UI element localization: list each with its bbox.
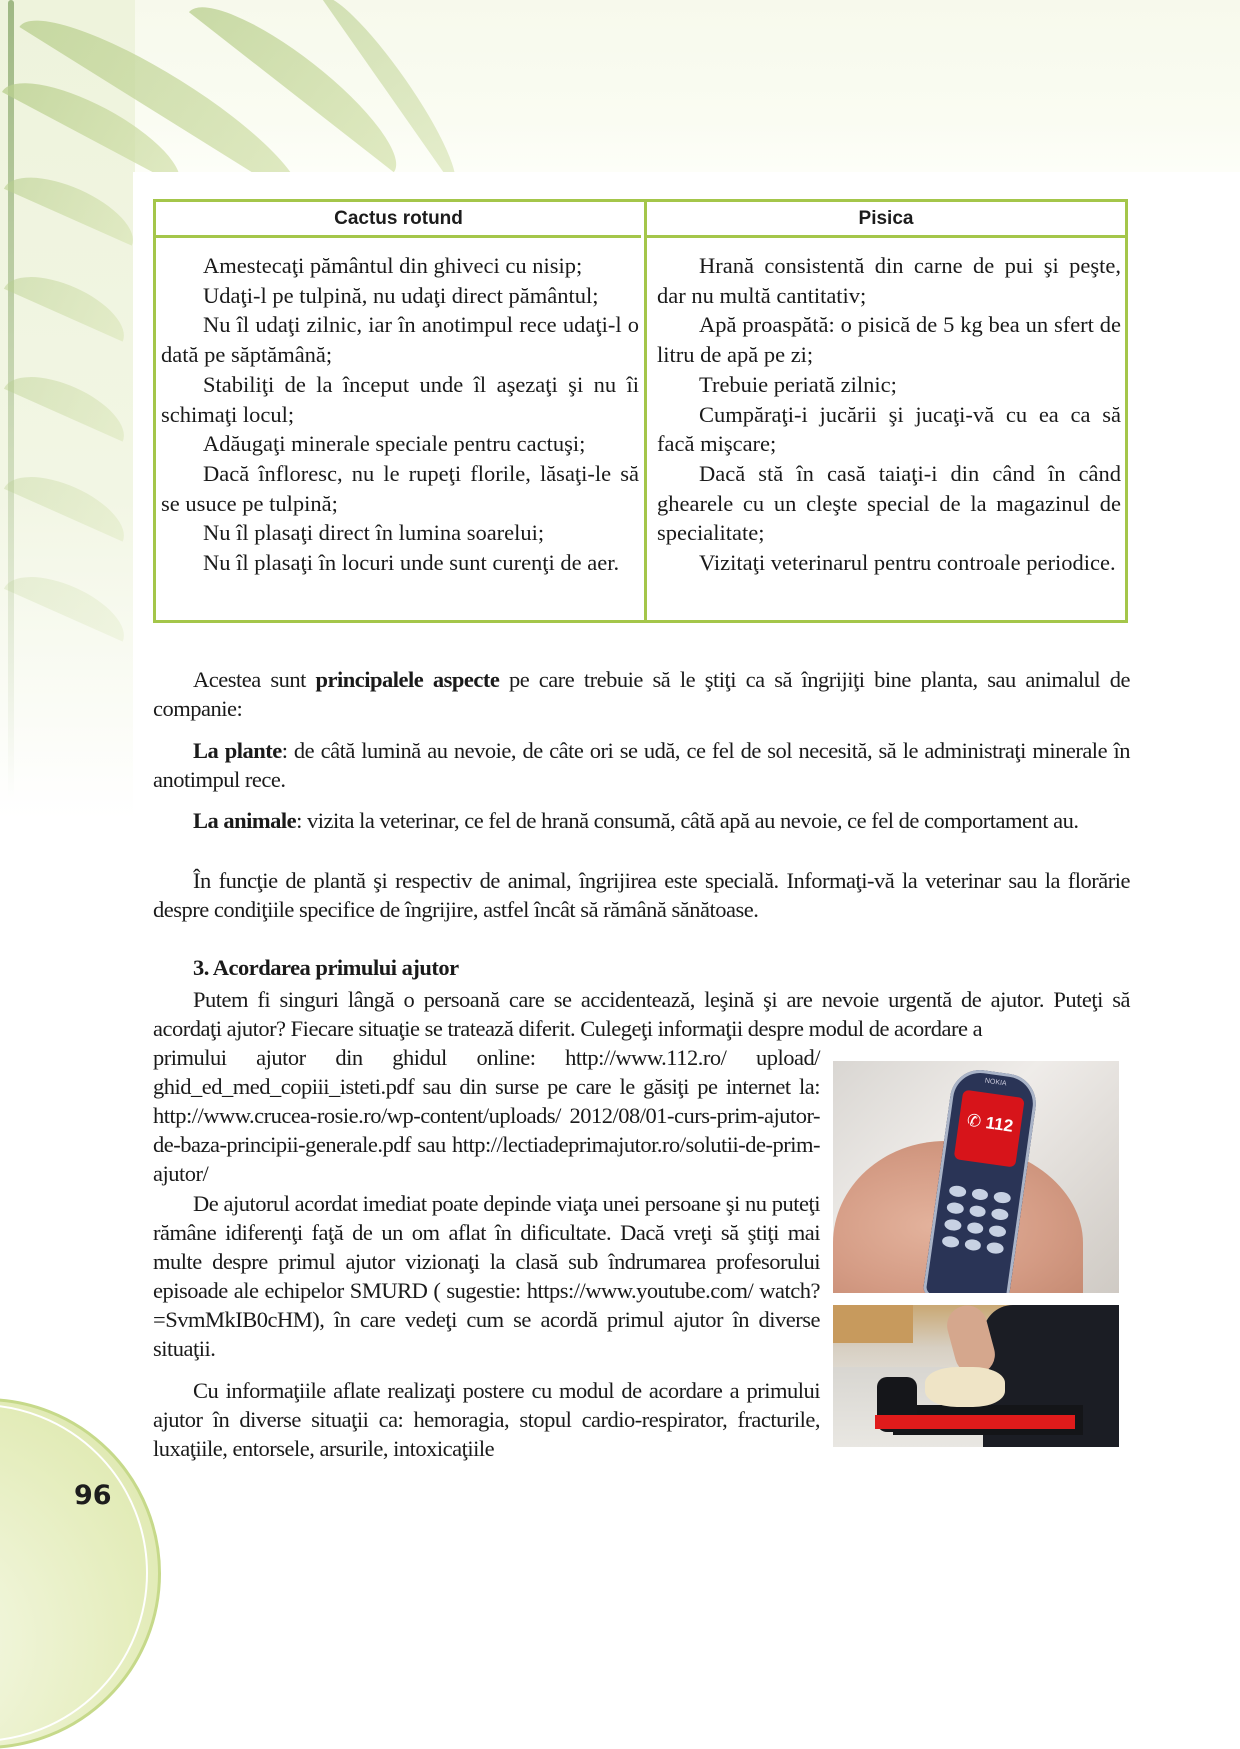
- cabinet-shape: [833, 1305, 913, 1343]
- palm-stem-decoration: [8, 0, 14, 800]
- table-column-cactus: [156, 202, 641, 620]
- section3-paragraph-1-links: primului ajutor din ghidul online: http://www.112.ro/ upload/ ghid_ed_med_copiii_isteti.pdf sau din surse pe care le găsiţi pe internet la: http://www.crucea-rosie.ro/wp-content/uploads/ 2012/08/01-curs-prim-ajutor-de-baza-principii-generale.pdf sau http://lectiadeprimajutor.ro/solutii-de-prim-ajutor/: [153, 1045, 820, 1186]
- list-item: Nu îl plasaţi direct în lumina soarelui;: [203, 520, 545, 546]
- list-item: Udaţi-l pe tulpină, nu udaţi direct pământul;: [203, 282, 599, 308]
- red-splint: [875, 1415, 1075, 1429]
- table-header-cat: Pisica: [647, 202, 1125, 238]
- list-item: Dacă înfloresc, nu le rupeţi florile, lăsaţi-le să se usuce pe tulpină;: [161, 460, 639, 516]
- summary-animals: [153, 806, 1130, 835]
- summary-intro: [153, 665, 1130, 723]
- summary-closing: În funcţie de plantă şi respectiv de animal, îngrijirea este specială. Informaţi-vă la veterinar sau la florărie despre condiţiile specifice de îngrijire, astfel încât să rămână sănătoase.: [153, 868, 1130, 922]
- list-item: Hrană consistentă din carne de pui şi peşte, dar nu multă cantitativ;: [657, 253, 1121, 308]
- section-title: 3. Acordarea primului ajutor: [193, 955, 459, 980]
- text: Acestea sunt: [193, 667, 316, 692]
- page-corner-ring: [0, 1404, 148, 1742]
- list-item: Vizitaţi veterinarul pentru controale periodice.: [699, 550, 1116, 576]
- text: : de câtă lumină au nevoie, de câte ori se udă, ce fel de sol necesită, să le administraţi minerale în anotimpul rece.: [153, 738, 1131, 792]
- list-item: Nu îl plasaţi în locuri unde sunt curenţi de aer.: [203, 550, 620, 576]
- phone-keypad: [941, 1185, 1011, 1255]
- phone-brand-label: NOKIA: [984, 1077, 1007, 1088]
- plants-label: La plante: [193, 738, 282, 763]
- table-column-cat: [644, 202, 1125, 620]
- phone-call-icon: ✆: [965, 1110, 983, 1132]
- table-cell-cat: [647, 238, 1125, 578]
- emergency-number: 112: [984, 1113, 1015, 1136]
- page-number: 96: [74, 1480, 112, 1511]
- list-item: Dacă stă în casă taiaţi-i din când în când ghearele cu un cleşte special de la magazinul de specialitate;: [657, 460, 1121, 546]
- list-item: Nu îl udaţi zilnic, iar în anotimpul rece udaţi-l o dată pe săptămână;: [161, 312, 639, 368]
- section3-paragraph-3: Cu informaţiile aflate realizaţi postere cu modul de acordare a primului ajutor în diverse situaţii ca: hemoragia, stopul cardio-respirator, fracturile, luxaţiile, entorsele, arsurile, intoxicaţiile: [153, 1378, 820, 1461]
- section3-paragraph-1: Putem fi singuri lângă o persoană care se accidentează, leşină şi are nevoie urgentă de ajutor. Puteţi să acordaţi ajutor? Fiecare situaţie se tratează diferit. Culegeţi informaţii despre modul de acordare a: [153, 987, 1130, 1041]
- list-item: Adăugaţi minerale speciale pentru cactuşi;: [203, 431, 586, 457]
- list-item: Stabiliţi de la început unde îl aşezaţi şi nu îi schimaţi locul;: [161, 371, 639, 427]
- table-header-cactus: Cactus rotund: [156, 202, 641, 238]
- section3-paragraph-2: De ajutorul acordat imediat poate depinde viaţa unei persoane şi nu puteţi rămâne idiferenţi faţă de un om aflat în dificultate. Dacă vreţi să ştiţi mai multe despre primul ajutor vizionaţi la clasă sub îndrumarea profesorului episoade ale echipelor SMURD ( sugestie: https://www.youtube.com/ watch?=SvmMkIB0cHM), în care vedeţi cum se acordă primul ajutor în diverse situaţii.: [153, 1191, 820, 1361]
- list-item: Amestecaţi pământul din ghiveci cu nisip;: [203, 253, 583, 278]
- list-item: Trebuie periată zilnic;: [699, 371, 897, 397]
- phone-112-photo: [833, 1061, 1119, 1293]
- table-cell-cactus: [156, 238, 641, 578]
- text: pe care trebuie să le ştiţi ca să îngrijiţi bine planta, sau animalul de companie:: [153, 667, 1130, 721]
- bandage-cloth: [925, 1367, 1005, 1407]
- animals-label: La animale: [193, 808, 297, 833]
- list-item: Apă proaspătă: o pisică de 5 kg bea un sfert de litru de apă pe zi;: [657, 312, 1121, 368]
- summary-plants: [153, 736, 1130, 794]
- care-comparison-table: [153, 199, 1128, 623]
- bold-phrase: principalele aspecte: [315, 667, 500, 692]
- phone-screen: [954, 1090, 1025, 1168]
- text: : vizita la veterinar, ce fel de hrană consumă, câtă apă au nevoie, ce fel de comportament au.: [296, 808, 1079, 833]
- first-aid-splint-photo: [833, 1305, 1119, 1447]
- list-item: Cumpăraţi-i jucării şi jucaţi-vă cu ea ca să facă mişcare;: [657, 401, 1121, 457]
